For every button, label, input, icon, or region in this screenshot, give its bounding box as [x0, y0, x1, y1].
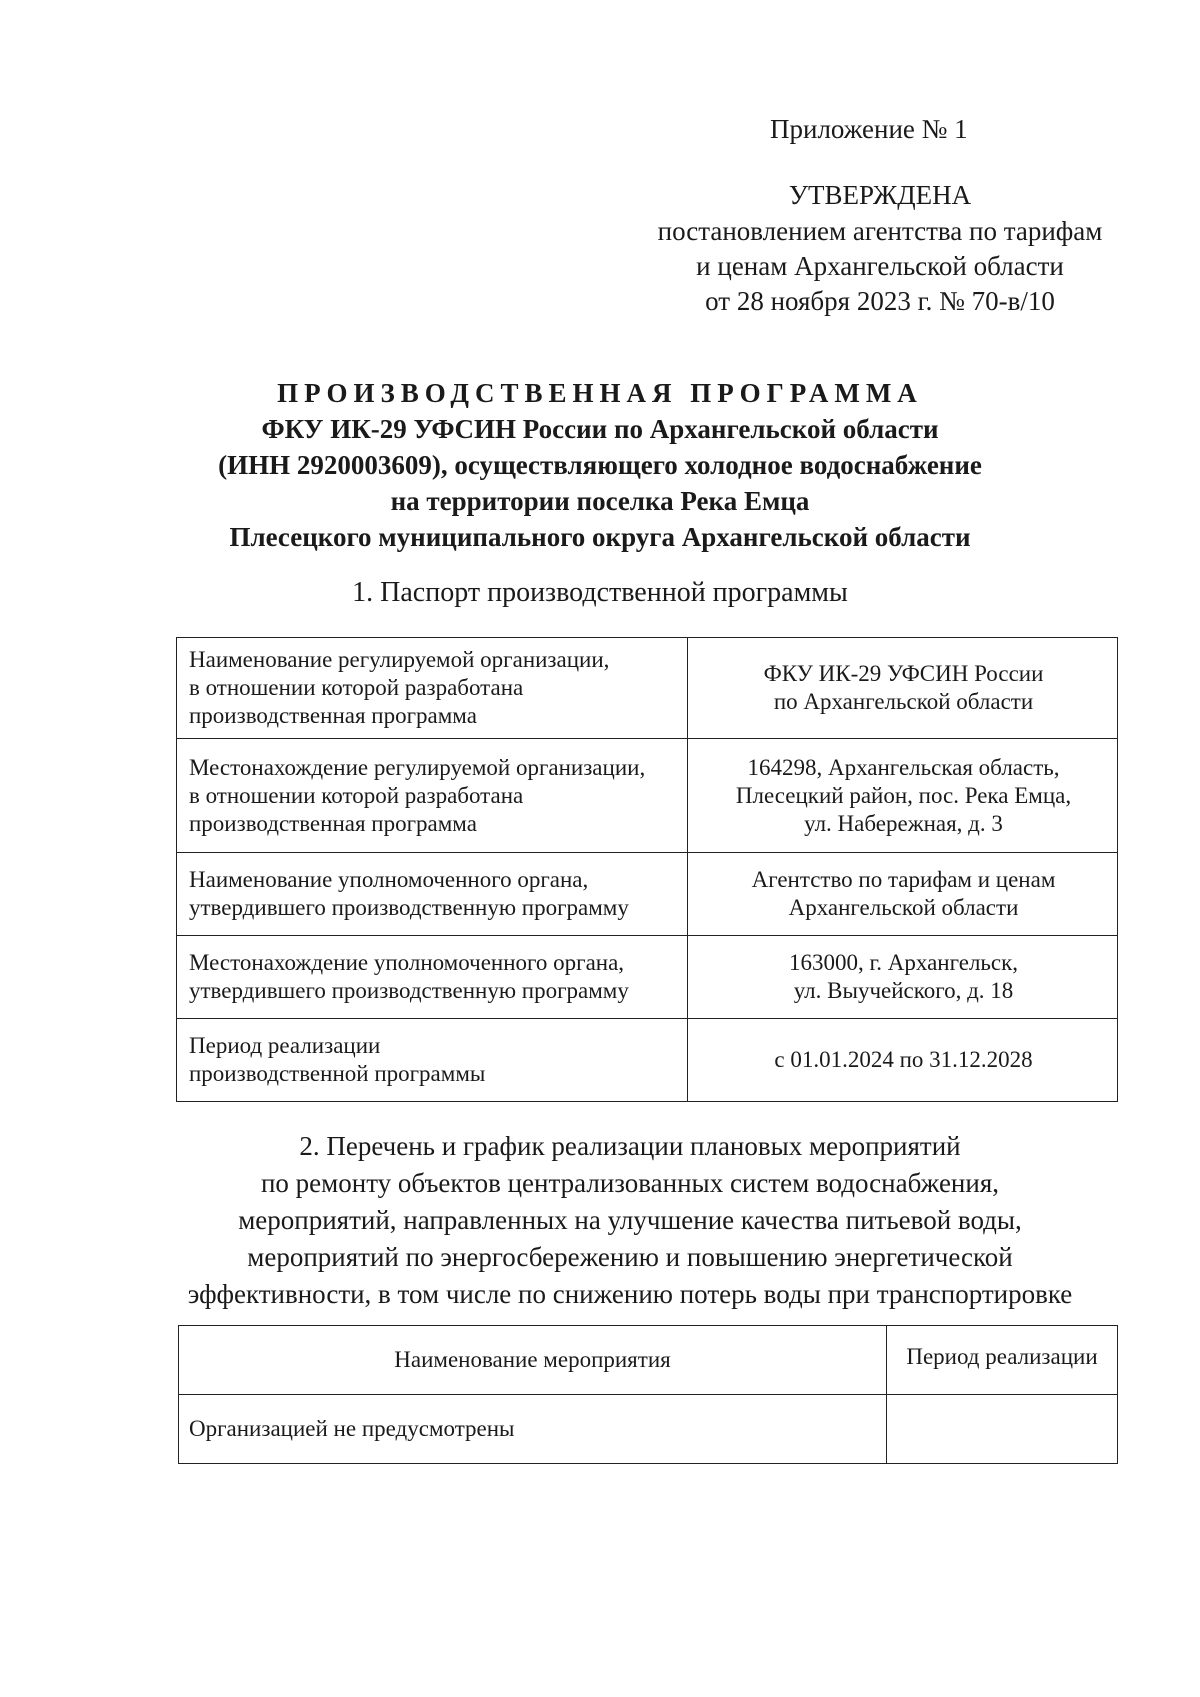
cell-line: в отношении которой разработана [189, 675, 524, 700]
cell-line: Местонахождение уполномоченного органа, [189, 950, 625, 975]
heading-line: 2. Перечень и график реализации плановых мероприятий [299, 1131, 961, 1161]
passport-table [176, 637, 1118, 1102]
cell-line: ул. Выучейского, д. 18 [793, 978, 1014, 1003]
cell-line: утвердившего производственную программу [189, 895, 629, 920]
passport-label-cell [177, 853, 688, 936]
section-2-heading [150, 1128, 1110, 1313]
title-line: ФКУ ИК-29 УФСИН России по Архангельской области [261, 414, 939, 444]
table-row [179, 1395, 1118, 1464]
passport-value-cell [688, 853, 1118, 936]
cell-line: 163000, г. Архангельск, [788, 950, 1019, 975]
approval-block [640, 178, 1120, 319]
cell-line: ул. Набережная, д. 3 [804, 810, 1003, 836]
document-title [150, 375, 1050, 555]
event-period-cell [887, 1395, 1118, 1464]
passport-value-cell [688, 638, 1118, 739]
title-line: (ИНН 2920003609), осуществляющего холодное водоснабжение [218, 450, 982, 480]
passport-label-cell [177, 1019, 688, 1102]
cell-line: Агентство по тарифам и ценам [751, 867, 1056, 892]
heading-line: мероприятий по энергосбережению и повышению энергетической [247, 1242, 1013, 1272]
column-header-name: Наименование мероприятия [179, 1326, 887, 1395]
title-line: Плесецкого муниципального округа Архангельской области [229, 522, 971, 552]
cell-line: Архангельской области [788, 895, 1019, 920]
cell-line: ФКУ ИК-29 УФСИН России [763, 661, 1044, 686]
cell-line: утвердившего производственную программу [189, 978, 629, 1003]
table-header-row [179, 1326, 1118, 1395]
title-line: на территории поселка Река Емца [390, 486, 810, 516]
passport-label-cell [177, 638, 688, 739]
table-row [177, 936, 1118, 1019]
heading-line: эффективности, в том числе по снижению потерь воды при транспортировке [187, 1279, 1073, 1309]
passport-label-cell [177, 739, 688, 853]
passport-value-cell [688, 1019, 1118, 1102]
title-line: ПРОИЗВОДСТВЕННАЯ ПРОГРАММА [277, 378, 923, 408]
cell-line: Период реализации [189, 1033, 381, 1058]
cell-line: производственная программа [189, 810, 477, 836]
cell-line: Плесецкий район, пос. Река Емца, [735, 782, 1072, 808]
table-row [177, 853, 1118, 936]
approval-line: от 28 ноября 2023 г. № 70-в/10 [705, 286, 1055, 316]
approval-heading: УТВЕРЖДЕНА [788, 180, 972, 210]
approval-line: постановлением агентства по тарифам [657, 216, 1103, 246]
column-header-period: Период реализации [887, 1326, 1118, 1395]
table-row [177, 1019, 1118, 1102]
cell-line: с 01.01.2024 по 31.12.2028 [774, 1047, 1033, 1072]
approval-line: и ценам Архангельской области [696, 251, 1064, 281]
table-row [177, 739, 1118, 853]
cell-line: Наименование уполномоченного органа, [189, 867, 589, 892]
event-name-cell: Организацией не предусмотрены [179, 1395, 887, 1464]
events-table [178, 1325, 1118, 1464]
table-row [177, 638, 1118, 739]
heading-line: по ремонту объектов централизованных систем водоснабжения, [260, 1168, 1000, 1198]
section-1-heading: 1. Паспорт производственной программы [352, 577, 848, 608]
cell-line: Местонахождение регулируемой организации, [189, 754, 646, 780]
heading-line: мероприятий, направленных на улучшение качества питьевой воды, [238, 1205, 1022, 1235]
cell-line: производственной программы [189, 1061, 486, 1086]
passport-label-cell [177, 936, 688, 1019]
cell-line: производственная программа [189, 703, 477, 728]
passport-value-cell [688, 936, 1118, 1019]
cell-line: по Архангельской области [773, 689, 1034, 714]
appendix-label: Приложение № 1 [770, 114, 968, 144]
cell-line: Наименование регулируемой организации, [189, 647, 610, 672]
cell-line: в отношении которой разработана [189, 782, 524, 808]
cell-line: 164298, Архангельская область, [747, 754, 1060, 780]
passport-value-cell [688, 739, 1118, 853]
